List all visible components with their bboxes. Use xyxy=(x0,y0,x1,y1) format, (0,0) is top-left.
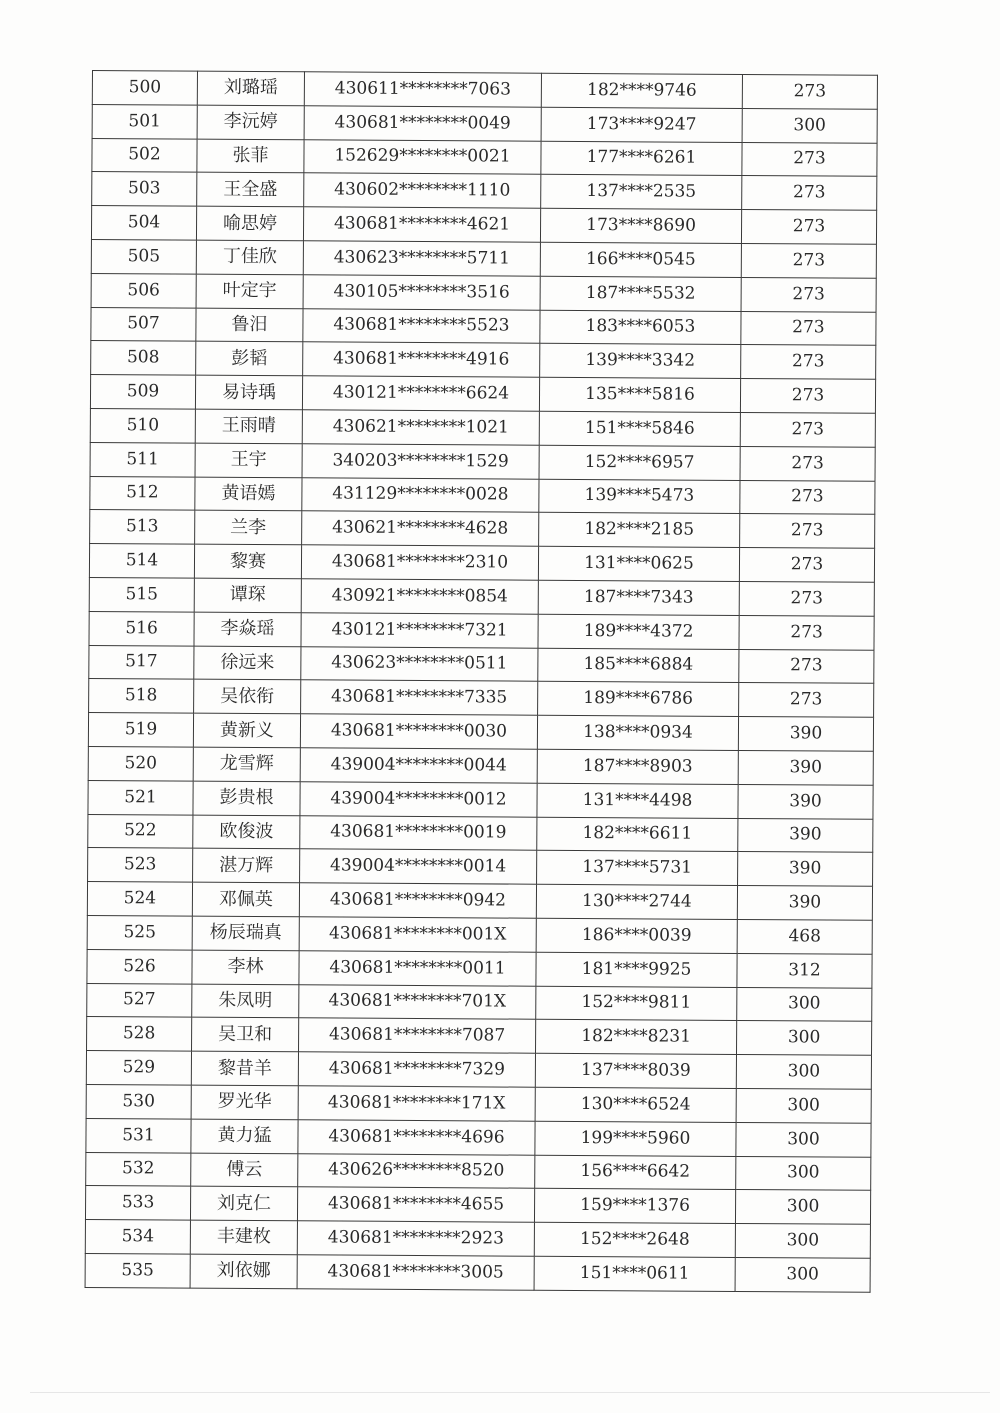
phone-number-cell: 177****6261 xyxy=(541,141,742,176)
id-number-cell: 431129********0028 xyxy=(302,477,539,512)
id-number-cell: 430681********4621 xyxy=(303,207,540,242)
phone-number-cell: 152****2648 xyxy=(534,1222,735,1257)
id-number-cell: 430681********7335 xyxy=(301,680,538,715)
serial-number-cell: 505 xyxy=(91,239,196,273)
table-row xyxy=(87,882,872,921)
phone-number-cell: 130****2744 xyxy=(536,884,737,919)
table-row xyxy=(89,679,874,718)
id-number-cell: 430681********171X xyxy=(298,1086,535,1121)
serial-number-cell: 510 xyxy=(90,408,195,442)
amount-cell: 300 xyxy=(735,1190,870,1225)
table-row xyxy=(87,949,872,988)
id-number-cell: 430681********0942 xyxy=(299,883,536,918)
name-cell: 傅云 xyxy=(191,1153,298,1187)
roster-table-body xyxy=(85,71,877,1292)
serial-number-cell: 519 xyxy=(88,713,193,747)
serial-number-cell: 516 xyxy=(89,611,194,645)
phone-number-cell: 182****9746 xyxy=(541,73,742,108)
name-cell: 黄语嫣 xyxy=(195,477,302,511)
amount-cell: 300 xyxy=(736,1122,871,1157)
serial-number-cell: 527 xyxy=(87,983,192,1017)
serial-number-cell: 522 xyxy=(88,814,193,848)
table-row xyxy=(88,780,873,819)
name-cell: 鲁汨 xyxy=(196,308,303,342)
amount-cell: 300 xyxy=(737,987,872,1022)
id-number-cell: 430626********8520 xyxy=(298,1153,535,1188)
table-row xyxy=(89,577,874,616)
phone-number-cell: 138****0934 xyxy=(537,715,738,750)
phone-number-cell: 187****8903 xyxy=(537,749,738,784)
phone-number-cell: 156****6642 xyxy=(535,1155,736,1190)
name-cell: 王全盛 xyxy=(197,173,304,207)
phone-number-cell: 189****4372 xyxy=(538,614,739,649)
table-row xyxy=(89,611,874,650)
amount-cell: 300 xyxy=(735,1257,870,1292)
table-row xyxy=(91,206,876,245)
amount-cell: 273 xyxy=(740,379,875,414)
name-cell: 黎昔羊 xyxy=(191,1051,298,1085)
amount-cell: 390 xyxy=(738,717,873,752)
serial-number-cell: 531 xyxy=(86,1118,191,1152)
page-edge-line xyxy=(30,1392,990,1393)
id-number-cell: 430121********6624 xyxy=(302,376,539,411)
serial-number-cell: 521 xyxy=(88,780,193,814)
id-number-cell: 430681********0019 xyxy=(300,815,537,850)
serial-number-cell: 504 xyxy=(91,206,196,240)
id-number-cell: 430623********0511 xyxy=(301,646,538,681)
amount-cell: 273 xyxy=(740,514,875,549)
amount-cell: 300 xyxy=(736,1021,871,1056)
name-cell: 王宇 xyxy=(195,443,302,477)
amount-cell: 390 xyxy=(737,886,872,921)
name-cell: 李沅婷 xyxy=(197,105,304,139)
amount-cell: 273 xyxy=(739,683,874,718)
serial-number-cell: 518 xyxy=(89,679,194,713)
amount-cell: 300 xyxy=(736,1156,871,1191)
name-cell: 龙雪辉 xyxy=(193,747,300,781)
table-row xyxy=(90,476,875,515)
name-cell: 彭韬 xyxy=(196,342,303,376)
serial-number-cell: 530 xyxy=(86,1084,191,1118)
table-row xyxy=(90,510,875,549)
phone-number-cell: 159****1376 xyxy=(534,1189,735,1224)
name-cell: 湛万辉 xyxy=(193,848,300,882)
phone-number-cell: 173****9247 xyxy=(541,107,742,142)
serial-number-cell: 515 xyxy=(89,577,194,611)
amount-cell: 273 xyxy=(740,412,875,447)
serial-number-cell: 507 xyxy=(91,307,196,341)
phone-number-cell: 185****6884 xyxy=(538,648,739,683)
amount-cell: 273 xyxy=(740,446,875,481)
table-row xyxy=(92,138,877,177)
roster-table-wrapper xyxy=(85,70,878,1292)
table-row xyxy=(88,848,873,887)
id-number-cell: 430621********1021 xyxy=(302,410,539,445)
phone-number-cell: 135****5816 xyxy=(539,377,740,412)
phone-number-cell: 187****5532 xyxy=(540,276,741,311)
id-number-cell: 430681********7329 xyxy=(298,1052,535,1087)
phone-number-cell: 139****3342 xyxy=(540,344,741,379)
id-number-cell: 430681********4696 xyxy=(298,1119,535,1154)
table-row xyxy=(90,408,875,447)
amount-cell: 273 xyxy=(740,480,875,515)
phone-number-cell: 189****6786 xyxy=(538,682,739,717)
name-cell: 易诗瑀 xyxy=(195,375,302,409)
table-row xyxy=(91,239,876,278)
roster-table xyxy=(85,70,878,1292)
amount-cell: 273 xyxy=(742,74,877,109)
serial-number-cell: 514 xyxy=(89,544,194,578)
name-cell: 喻思婷 xyxy=(196,206,303,240)
name-cell: 黎赛 xyxy=(194,544,301,578)
amount-cell: 300 xyxy=(736,1055,871,1090)
table-row xyxy=(86,1152,871,1191)
serial-number-cell: 512 xyxy=(90,476,195,510)
table-row xyxy=(92,104,877,143)
name-cell: 李焱瑶 xyxy=(194,612,301,646)
amount-cell: 273 xyxy=(741,210,876,245)
name-cell: 丁佳欣 xyxy=(196,240,303,274)
serial-number-cell: 511 xyxy=(90,442,195,476)
phone-number-cell: 182****2185 xyxy=(539,513,740,548)
name-cell: 谭琛 xyxy=(194,578,301,612)
serial-number-cell: 534 xyxy=(85,1220,190,1254)
amount-cell: 273 xyxy=(741,243,876,278)
serial-number-cell: 535 xyxy=(85,1253,190,1287)
name-cell: 张菲 xyxy=(197,139,304,173)
id-number-cell: 430681********0030 xyxy=(300,714,537,749)
name-cell: 杨辰瑞真 xyxy=(192,916,299,950)
phone-number-cell: 152****9811 xyxy=(536,986,737,1021)
table-row xyxy=(90,375,875,414)
name-cell: 吴依衔 xyxy=(194,679,301,713)
serial-number-cell: 520 xyxy=(88,746,193,780)
serial-number-cell: 513 xyxy=(90,510,195,544)
serial-number-cell: 506 xyxy=(91,273,196,307)
serial-number-cell: 524 xyxy=(87,882,192,916)
phone-number-cell: 187****7343 xyxy=(538,580,739,615)
id-number-cell: 430105********3516 xyxy=(303,275,540,310)
amount-cell: 273 xyxy=(739,649,874,684)
name-cell: 彭贵根 xyxy=(193,781,300,815)
name-cell: 王雨晴 xyxy=(195,409,302,443)
table-row xyxy=(92,71,877,110)
table-row xyxy=(85,1186,870,1225)
serial-number-cell: 523 xyxy=(88,848,193,882)
phone-number-cell: 137****8039 xyxy=(535,1053,736,1088)
serial-number-cell: 528 xyxy=(87,1017,192,1051)
id-number-cell: 430611********7063 xyxy=(304,72,541,107)
id-number-cell: 430681********701X xyxy=(299,984,536,1019)
serial-number-cell: 500 xyxy=(92,71,197,105)
phone-number-cell: 151****5846 xyxy=(539,411,740,446)
name-cell: 罗光华 xyxy=(191,1085,298,1119)
amount-cell: 390 xyxy=(738,784,873,819)
name-cell: 刘璐瑶 xyxy=(197,71,304,105)
phone-number-cell: 182****6611 xyxy=(537,817,738,852)
phone-number-cell: 186****0039 xyxy=(536,918,737,953)
id-number-cell: 439004********0044 xyxy=(300,748,537,783)
serial-number-cell: 529 xyxy=(86,1051,191,1085)
name-cell: 徐远来 xyxy=(194,646,301,680)
id-number-cell: 430602********1110 xyxy=(304,173,541,208)
table-row xyxy=(91,273,876,312)
amount-cell: 468 xyxy=(737,919,872,954)
table-row xyxy=(88,814,873,853)
serial-number-cell: 502 xyxy=(92,138,197,172)
table-row xyxy=(91,341,876,380)
name-cell: 刘依娜 xyxy=(190,1254,297,1288)
phone-number-cell: 131****0625 xyxy=(538,546,739,581)
id-number-cell: 439004********0012 xyxy=(300,782,537,817)
amount-cell: 312 xyxy=(737,953,872,988)
id-number-cell: 430681********0011 xyxy=(299,951,536,986)
name-cell: 刘克仁 xyxy=(190,1186,297,1220)
id-number-cell: 430681********4916 xyxy=(303,342,540,377)
serial-number-cell: 532 xyxy=(86,1152,191,1186)
phone-number-cell: 181****9925 xyxy=(536,952,737,987)
amount-cell: 273 xyxy=(742,176,877,211)
table-row xyxy=(88,713,873,752)
name-cell: 吴卫和 xyxy=(192,1017,299,1051)
serial-number-cell: 533 xyxy=(85,1186,190,1220)
serial-number-cell: 525 xyxy=(87,915,192,949)
table-row xyxy=(86,1051,871,1090)
id-number-cell: 439004********0014 xyxy=(300,849,537,884)
phone-number-cell: 199****5960 xyxy=(535,1121,736,1156)
table-row xyxy=(87,915,872,954)
table-row xyxy=(92,172,877,211)
amount-cell: 390 xyxy=(738,818,873,853)
amount-cell: 273 xyxy=(739,615,874,650)
name-cell: 兰李 xyxy=(195,510,302,544)
amount-cell: 390 xyxy=(738,852,873,887)
table-row xyxy=(91,307,876,346)
amount-cell: 273 xyxy=(741,311,876,346)
table-row xyxy=(87,983,872,1022)
id-number-cell: 430623********5711 xyxy=(303,241,540,276)
id-number-cell: 430681********3005 xyxy=(297,1255,534,1290)
amount-cell: 273 xyxy=(739,548,874,583)
id-number-cell: 430621********4628 xyxy=(302,511,539,546)
table-row xyxy=(85,1253,870,1292)
name-cell: 欧俊波 xyxy=(193,815,300,849)
serial-number-cell: 501 xyxy=(92,104,197,138)
name-cell: 李林 xyxy=(192,950,299,984)
amount-cell: 273 xyxy=(741,277,876,312)
id-number-cell: 430681********2310 xyxy=(301,545,538,580)
table-row xyxy=(89,645,874,684)
id-number-cell: 430121********7321 xyxy=(301,613,538,648)
id-number-cell: 430681********2923 xyxy=(297,1221,534,1256)
serial-number-cell: 517 xyxy=(89,645,194,679)
amount-cell: 273 xyxy=(741,345,876,380)
phone-number-cell: 152****6957 xyxy=(539,445,740,480)
id-number-cell: 430921********0854 xyxy=(301,579,538,614)
phone-number-cell: 166****0545 xyxy=(540,242,741,277)
name-cell: 丰建枚 xyxy=(190,1220,297,1254)
id-number-cell: 430681********7087 xyxy=(299,1018,536,1053)
name-cell: 朱凤明 xyxy=(192,984,299,1018)
table-row xyxy=(85,1220,870,1259)
id-number-cell: 430681********4655 xyxy=(297,1187,534,1222)
phone-number-cell: 137****2535 xyxy=(541,175,742,210)
name-cell: 黄力猛 xyxy=(191,1119,298,1153)
id-number-cell: 430681********0049 xyxy=(304,106,541,141)
name-cell: 叶定宇 xyxy=(196,274,303,308)
phone-number-cell: 182****8231 xyxy=(536,1020,737,1055)
phone-number-cell: 151****0611 xyxy=(534,1256,735,1291)
table-row xyxy=(88,746,873,785)
id-number-cell: 152629********0021 xyxy=(304,139,541,174)
id-number-cell: 340203********1529 xyxy=(302,444,539,479)
table-row xyxy=(89,544,874,583)
serial-number-cell: 503 xyxy=(92,172,197,206)
table-row xyxy=(86,1084,871,1123)
serial-number-cell: 509 xyxy=(90,375,195,409)
name-cell: 邓佩英 xyxy=(192,882,299,916)
name-cell: 黄新义 xyxy=(193,713,300,747)
phone-number-cell: 137****5731 xyxy=(537,851,738,886)
phone-number-cell: 173****8690 xyxy=(540,208,741,243)
amount-cell: 300 xyxy=(742,108,877,143)
phone-number-cell: 139****5473 xyxy=(539,479,740,514)
serial-number-cell: 508 xyxy=(91,341,196,375)
serial-number-cell: 526 xyxy=(87,949,192,983)
id-number-cell: 430681********001X xyxy=(299,917,536,952)
amount-cell: 273 xyxy=(739,581,874,616)
id-number-cell: 430681********5523 xyxy=(303,308,540,343)
table-row xyxy=(86,1118,871,1157)
table-row xyxy=(90,442,875,481)
table-row xyxy=(87,1017,872,1056)
phone-number-cell: 131****4498 xyxy=(537,783,738,818)
amount-cell: 300 xyxy=(736,1088,871,1123)
phone-number-cell: 183****6053 xyxy=(540,310,741,345)
amount-cell: 300 xyxy=(735,1224,870,1259)
phone-number-cell: 130****6524 xyxy=(535,1087,736,1122)
amount-cell: 390 xyxy=(738,750,873,785)
amount-cell: 273 xyxy=(742,142,877,177)
